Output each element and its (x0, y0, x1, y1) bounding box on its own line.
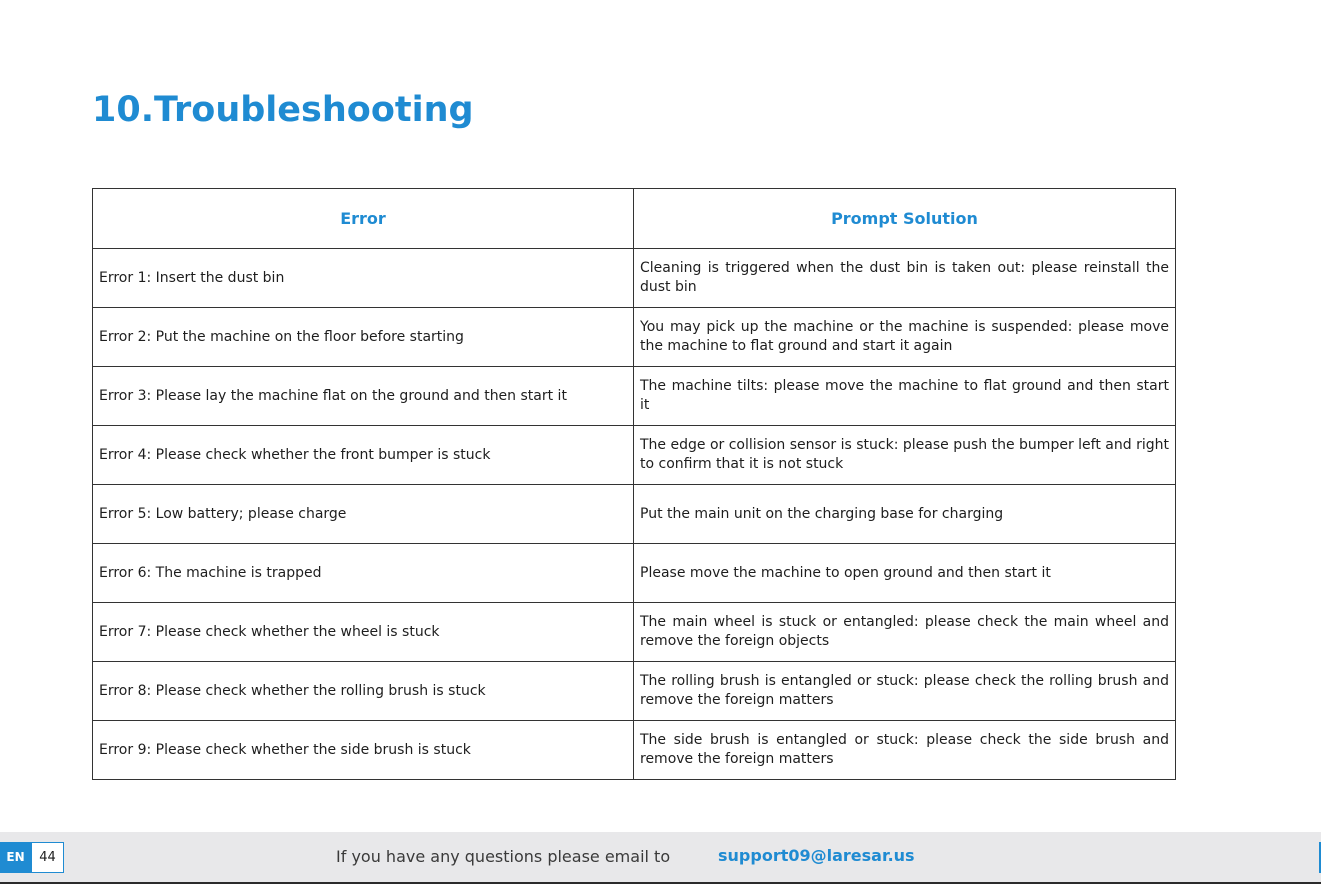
table-row (93, 249, 1176, 308)
page-title: 10.Troubleshooting (92, 90, 474, 130)
error-cell: Error 1: Insert the dust bin (93, 249, 634, 308)
error-cell: Error 6: The machine is trapped (93, 544, 634, 603)
support-email-link[interactable]: support09@laresar.us (718, 846, 915, 865)
table-row (93, 426, 1176, 485)
solution-cell: Please move the machine to open ground and then start it (634, 544, 1176, 603)
solution-cell: Put the main unit on the charging base for charging (634, 485, 1176, 544)
table-row (93, 603, 1176, 662)
error-cell: Error 5: Low battery; please charge (93, 485, 634, 544)
error-cell: Error 3: Please lay the machine flat on the ground and then start it (93, 367, 634, 426)
error-cell: Error 9: Please check whether the side brush is stuck (93, 721, 634, 780)
support-text: If you have any questions please email to (336, 847, 671, 866)
troubleshooting-table (92, 188, 1176, 780)
table-row (93, 485, 1176, 544)
error-cell: Error 8: Please check whether the rolling brush is stuck (93, 662, 634, 721)
solution-cell: The main wheel is stuck or entangled: please check the main wheel and remove the foreign objects (634, 603, 1176, 662)
column-header-solution: Prompt Solution (634, 189, 1176, 249)
solution-cell: Cleaning is triggered when the dust bin is taken out: please reinstall the dust bin (634, 249, 1176, 308)
error-cell: Error 4: Please check whether the front bumper is stuck (93, 426, 634, 485)
error-cell: Error 7: Please check whether the wheel is stuck (93, 603, 634, 662)
table-row (93, 544, 1176, 603)
language-badge: EN (0, 842, 31, 873)
solution-cell: The machine tilts: please move the machine to flat ground and then start it (634, 367, 1176, 426)
table-header-row (93, 189, 1176, 249)
table-row (93, 367, 1176, 426)
solution-cell: The rolling brush is entangled or stuck: please check the rolling brush and remove the foreign matters (634, 662, 1176, 721)
table-row (93, 662, 1176, 721)
table-row (93, 721, 1176, 780)
solution-cell: The side brush is entangled or stuck: please check the side brush and remove the foreign matters (634, 721, 1176, 780)
solution-cell: You may pick up the machine or the machine is suspended: please move the machine to flat ground and start it again (634, 308, 1176, 367)
table-row (93, 308, 1176, 367)
page-footer (0, 832, 1321, 884)
page-number: 44 (31, 842, 64, 873)
solution-cell: The edge or collision sensor is stuck: please push the bumper left and right to confirm that it is not stuck (634, 426, 1176, 485)
column-header-error: Error (93, 189, 634, 249)
error-cell: Error 2: Put the machine on the floor before starting (93, 308, 634, 367)
